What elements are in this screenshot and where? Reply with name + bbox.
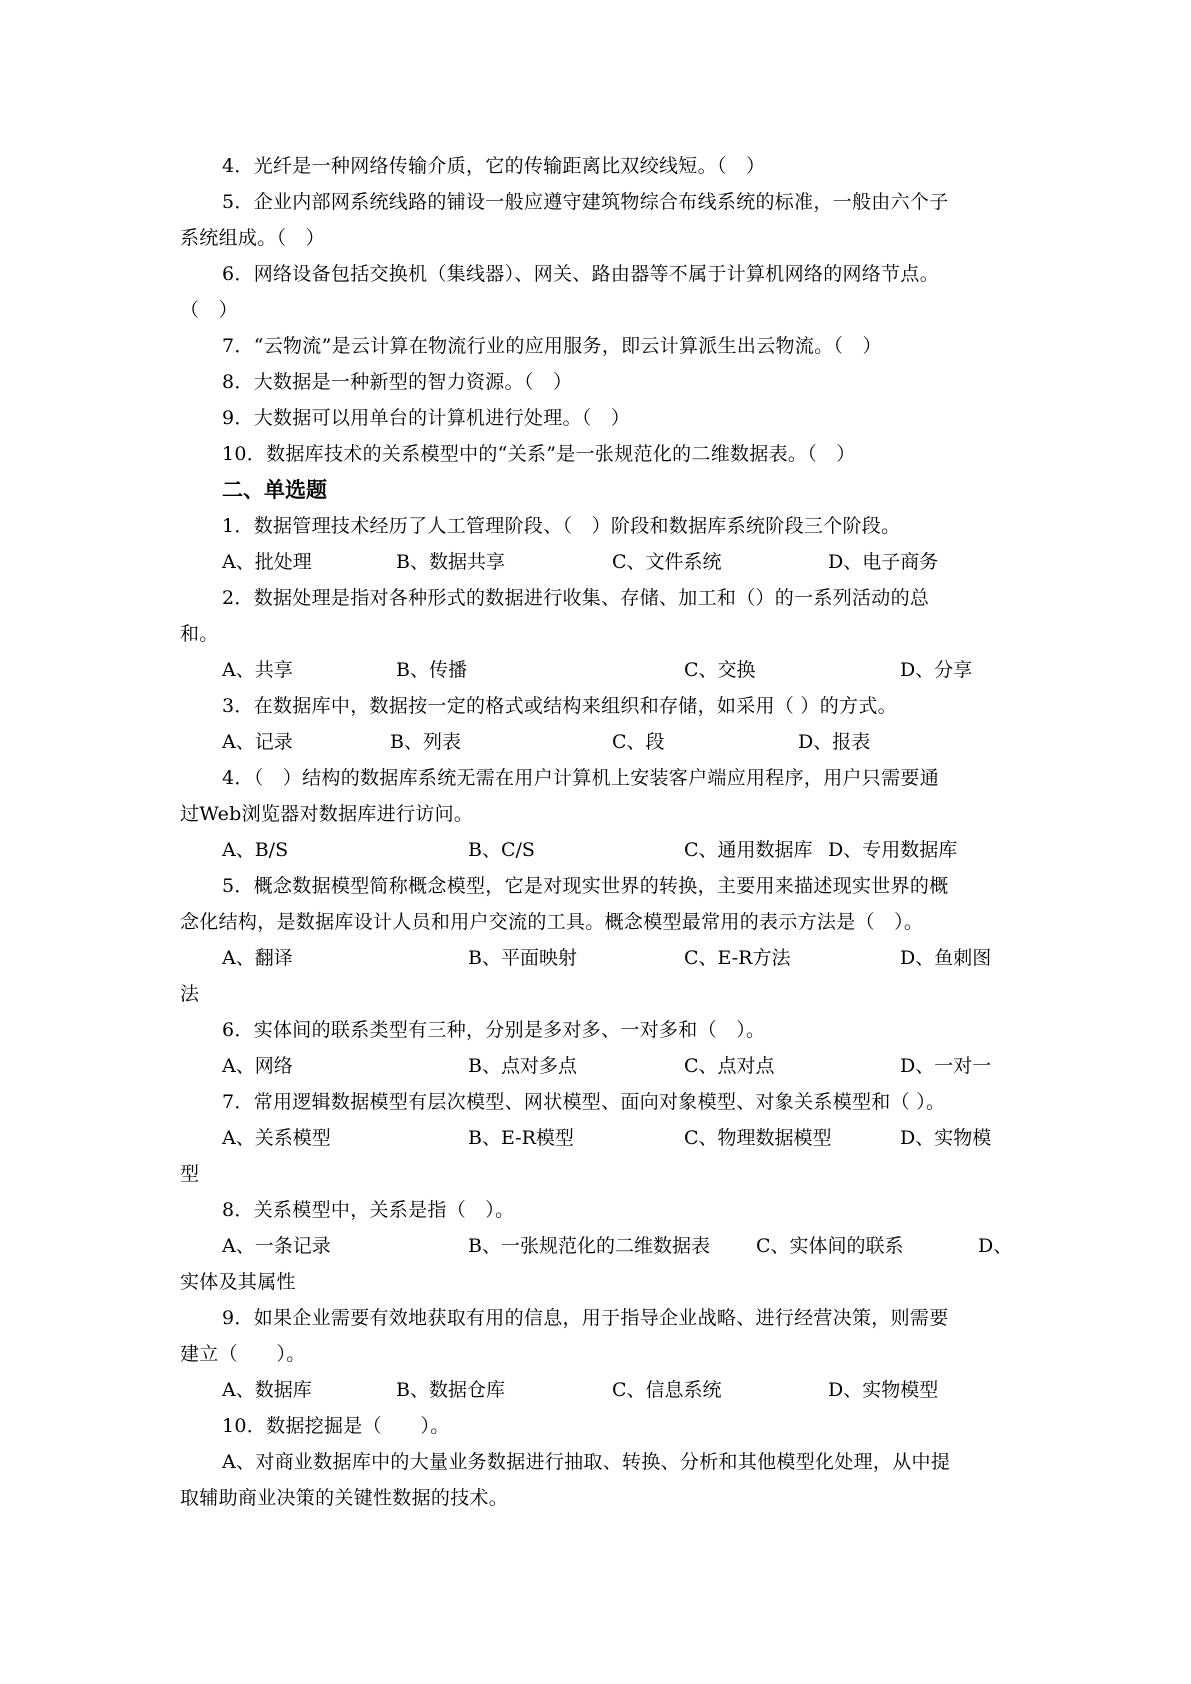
choice-question-5-options xyxy=(180,940,1012,976)
option-b: B、点对多点 xyxy=(468,1055,577,1077)
option-c: C、文件系统 xyxy=(612,551,722,573)
option-a: A、共享 xyxy=(222,659,293,681)
choice-question-2-cont: 和。 xyxy=(180,623,219,645)
option-a: A、一条记录 xyxy=(222,1235,331,1257)
option-a: A、数据库 xyxy=(222,1379,312,1401)
option-d: D、分享 xyxy=(900,659,973,681)
option-d: D、鱼刺图 xyxy=(900,947,992,969)
option-c: C、E-R方法 xyxy=(684,947,791,969)
option-d: D、电子商务 xyxy=(828,551,939,573)
choice-question-8-options xyxy=(180,1228,1012,1264)
judge-question-7: 7．“云物流”是云计算在物流行业的应用服务，即云计算派生出云物流。（ ） xyxy=(222,335,882,357)
option-c: C、实体间的联系 xyxy=(756,1235,904,1257)
choice-question-10-option-a-cont: 取辅助商业决策的关键性数据的技术。 xyxy=(180,1487,509,1509)
judge-question-10: 10．数据库技术的关系模型中的“关系”是一张规范化的二维数据表。（ ） xyxy=(222,443,856,465)
option-c: C、交换 xyxy=(684,659,756,681)
option-a: A、批处理 xyxy=(222,551,312,573)
option-b: B、传播 xyxy=(396,659,467,681)
option-b: B、E-R模型 xyxy=(468,1127,574,1149)
choice-question-10: 10．数据挖掘是（ ）。 xyxy=(222,1415,450,1437)
option-a: A、关系模型 xyxy=(222,1127,331,1149)
option-d: D、一对一 xyxy=(900,1055,992,1077)
option-b: B、数据仓库 xyxy=(396,1379,505,1401)
choice-question-3: 3．在数据库中，数据按一定的格式或结构来组织和存储，如采用（ ）的方式。 xyxy=(222,695,897,717)
judge-question-5: 5．企业内部网系统线路的铺设一般应遵守建筑物综合布线系统的标准，一般由六个子 xyxy=(222,191,949,213)
option-c: C、通用数据库 xyxy=(684,839,813,861)
option-b: B、列表 xyxy=(390,731,461,753)
section-title: 二、单选题 xyxy=(222,478,327,502)
choice-question-9: 9．如果企业需要有效地获取有用的信息，用于指导企业战略、进行经营决策，则需要 xyxy=(222,1307,949,1329)
choice-question-4-cont: 过Web浏览器对数据库进行访问。 xyxy=(180,803,474,825)
choice-question-6: 6．实体间的联系类型有三种，分别是多对多、一对多和（ ）。 xyxy=(222,1019,766,1041)
option-d: D、报表 xyxy=(798,731,871,753)
choice-question-7-option-wrap: 型 xyxy=(180,1163,200,1185)
choice-question-7-options xyxy=(180,1120,1012,1156)
choice-question-6-options xyxy=(180,1048,1012,1084)
choice-question-7: 7．常用逻辑数据模型有层次模型、网状模型、面向对象模型、对象关系模型和（ ）。 xyxy=(222,1091,946,1113)
choice-question-5: 5．概念数据模型简称概念模型，它是对现实世界的转换，主要用来描述现实世界的概 xyxy=(222,875,949,897)
judge-question-6-cont: （ ） xyxy=(180,299,238,321)
judge-question-4: 4．光纤是一种网络传输介质，它的传输距离比双绞线短。（ ） xyxy=(222,155,766,177)
choice-question-4: 4．（ ）结构的数据库系统无需在用户计算机上安装客户端应用程序，用户只需要通 xyxy=(222,767,939,789)
option-b: B、一张规范化的二维数据表 xyxy=(468,1235,710,1257)
choice-question-1-options xyxy=(180,544,1012,580)
option-c: C、点对点 xyxy=(684,1055,775,1077)
choice-question-4-options xyxy=(180,832,1012,868)
option-a: A、翻译 xyxy=(222,947,293,969)
option-b: B、C/S xyxy=(468,839,535,861)
option-d: D、实物模型 xyxy=(828,1379,939,1401)
judge-question-8: 8．大数据是一种新型的智力资源。（ ） xyxy=(222,371,573,393)
option-a: A、网络 xyxy=(222,1055,293,1077)
document-page xyxy=(180,148,1012,1516)
choice-question-1: 1．数据管理技术经历了人工管理阶段、（ ）阶段和数据库系统阶段三个阶段。 xyxy=(222,515,901,537)
choice-question-5-cont: 念化结构，是数据库设计人员和用户交流的工具。概念模型最常用的表示方法是（ ）。 xyxy=(180,911,924,933)
choice-question-2: 2．数据处理是指对各种形式的数据进行收集、存储、加工和（）的一系列活动的总 xyxy=(222,587,930,609)
option-a: A、B/S xyxy=(222,839,289,861)
judge-question-5-cont: 系统组成。（ ） xyxy=(180,227,325,249)
option-d: D、实物模 xyxy=(900,1127,992,1149)
option-b: B、平面映射 xyxy=(468,947,577,969)
choice-question-9-cont: 建立（ ）。 xyxy=(180,1343,306,1365)
choice-question-2-options xyxy=(180,652,1012,688)
judge-question-9: 9．大数据可以用单台的计算机进行处理。（ ） xyxy=(222,407,631,429)
option-c: C、信息系统 xyxy=(612,1379,722,1401)
choice-question-5-option-wrap: 法 xyxy=(180,983,200,1005)
option-d: D、 xyxy=(978,1235,1013,1257)
choice-question-10-option-a: A、对商业数据库中的大量业务数据进行抽取、转换、分析和其他模型化处理，从中提 xyxy=(222,1451,951,1473)
choice-question-8: 8．关系模型中，关系是指（ ）。 xyxy=(222,1199,515,1221)
choice-question-3-options xyxy=(180,724,1012,760)
choice-question-8-option-wrap: 实体及其属性 xyxy=(180,1271,296,1293)
option-a: A、记录 xyxy=(222,731,293,753)
judge-question-6: 6．网络设备包括交换机（集线器）、网关、路由器等不属于计算机网络的网络节点。 xyxy=(222,263,939,285)
choice-question-9-options xyxy=(180,1372,1012,1408)
option-c: C、段 xyxy=(612,731,665,753)
option-b: B、数据共享 xyxy=(396,551,505,573)
option-d: D、专用数据库 xyxy=(828,839,958,861)
option-c: C、物理数据模型 xyxy=(684,1127,832,1149)
